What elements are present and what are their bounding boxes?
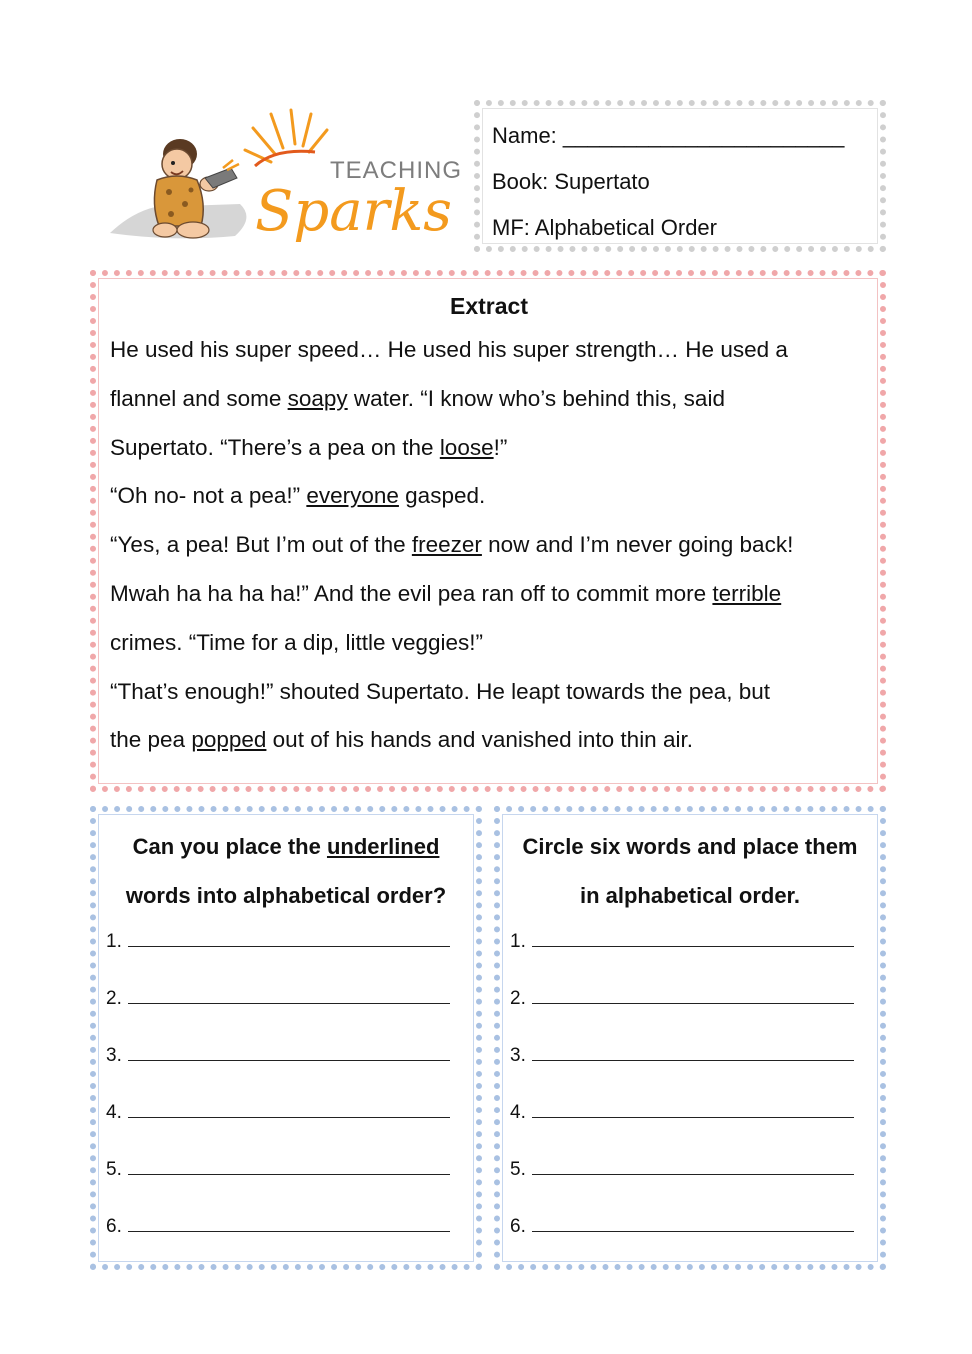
book-title: Book: Supertato <box>492 169 650 194</box>
answer-row <box>106 1040 466 1097</box>
text-run: out of his hands and vanished into thin air. <box>266 727 693 753</box>
text-run: flannel and some <box>110 385 288 411</box>
answer-number: 5. <box>510 1159 526 1180</box>
answer-number: 4. <box>106 1102 122 1123</box>
answer-blank-line[interactable] <box>128 985 450 1004</box>
extract-line <box>110 570 868 619</box>
underlined-word: loose <box>439 434 494 460</box>
underlined-words-question-box <box>90 806 482 1270</box>
logo-word-teaching: TEACHING <box>330 157 463 184</box>
answer-row <box>106 983 466 1040</box>
answer-list-left <box>106 926 466 1268</box>
answer-row <box>106 1154 466 1211</box>
question-left-title <box>106 822 466 920</box>
extract-line <box>110 668 868 717</box>
answer-blank-line[interactable] <box>532 1042 854 1061</box>
extract-line <box>110 716 868 765</box>
underlined-word: soapy <box>287 385 348 411</box>
question-title-line <box>510 871 870 920</box>
logo-word-sparks: Sparks <box>255 179 453 244</box>
text-run: “That’s enough!” shouted Supertato. He leapt towards the pea, but <box>110 678 771 704</box>
answer-number: 2. <box>510 988 526 1009</box>
answer-number: 4. <box>510 1102 526 1123</box>
answer-blank-line[interactable] <box>532 1213 854 1232</box>
extract-line <box>110 472 868 521</box>
answer-blank-line[interactable] <box>532 928 854 947</box>
extract-line <box>110 375 868 424</box>
answer-number: 6. <box>510 1216 526 1237</box>
answer-row <box>510 926 870 983</box>
mf-topic: MF: Alphabetical Order <box>492 215 717 240</box>
text-run: He used his super speed… He used his super strength… He used a <box>110 337 788 362</box>
question-title-line <box>106 822 466 871</box>
text-run: !” <box>493 434 508 460</box>
answer-blank-line[interactable] <box>128 1042 450 1061</box>
extract-line <box>110 326 868 375</box>
text-run: water. “I know who’s behind this, said <box>347 385 725 411</box>
answer-number: 3. <box>510 1045 526 1066</box>
underlined-word: terrible <box>712 580 782 606</box>
answer-row <box>510 1040 870 1097</box>
text-run: the pea <box>110 727 192 753</box>
answer-blank-line[interactable] <box>128 928 450 947</box>
teaching-sparks-logo <box>105 108 470 253</box>
text-run: in alphabetical order. <box>579 883 801 908</box>
question-right-title <box>510 822 870 920</box>
extract-line <box>110 424 868 473</box>
answer-blank-line[interactable] <box>128 1213 450 1232</box>
extract-title: Extract <box>450 293 528 319</box>
text-run: now and I’m never going back! <box>481 532 794 558</box>
answer-row <box>510 1211 870 1268</box>
circle-words-question-box <box>494 806 886 1270</box>
text-run: gasped. <box>398 483 486 509</box>
extract-line <box>110 619 868 668</box>
student-info-box <box>474 100 886 252</box>
answer-number: 3. <box>106 1045 122 1066</box>
text-run: “Oh no- not a pea!” <box>110 483 307 509</box>
answer-blank-line[interactable] <box>532 1099 854 1118</box>
answer-blank-line[interactable] <box>128 1099 450 1118</box>
answer-number: 2. <box>106 988 122 1009</box>
answer-list-right <box>510 926 870 1268</box>
text-run: words into alphabetical order? <box>125 883 447 908</box>
logo-graphic <box>105 108 470 253</box>
text-run: crimes. “Time for a dip, little veggies!” <box>110 629 484 655</box>
answer-row <box>106 1097 466 1154</box>
extract-text <box>110 326 868 765</box>
underlined-word: freezer <box>411 532 482 558</box>
answer-row <box>510 1097 870 1154</box>
text-run: “Yes, a pea! But I’m out of the <box>110 532 412 558</box>
answer-row <box>106 926 466 983</box>
answer-number: 6. <box>106 1216 122 1237</box>
extract-line <box>110 521 868 570</box>
text-run: Circle six words and place them <box>522 834 858 859</box>
answer-number: 1. <box>106 931 122 952</box>
answer-row <box>510 1154 870 1211</box>
text-run: Can you place the <box>132 834 327 859</box>
answer-blank-line[interactable] <box>532 1156 854 1175</box>
answer-number: 1. <box>510 931 526 952</box>
extract-box <box>90 270 886 792</box>
answer-blank-line[interactable] <box>532 985 854 1004</box>
answer-number: 5. <box>106 1159 122 1180</box>
underlined-word: everyone <box>306 483 399 509</box>
text-run: Mwah ha ha ha ha!” And the evil pea ran off to commit more <box>110 580 713 606</box>
answer-row <box>106 1211 466 1268</box>
question-title-line <box>106 871 466 920</box>
answer-row <box>510 983 870 1040</box>
answer-blank-line[interactable] <box>128 1156 450 1175</box>
question-title-line <box>510 822 870 871</box>
text-run: Supertato. “There’s a pea on the <box>110 434 440 460</box>
underlined-word: popped <box>191 727 267 753</box>
underlined-word: underlined <box>326 834 440 859</box>
name-field[interactable]: Name: _______________________ <box>492 123 845 148</box>
spark-rays-icon <box>245 110 327 162</box>
